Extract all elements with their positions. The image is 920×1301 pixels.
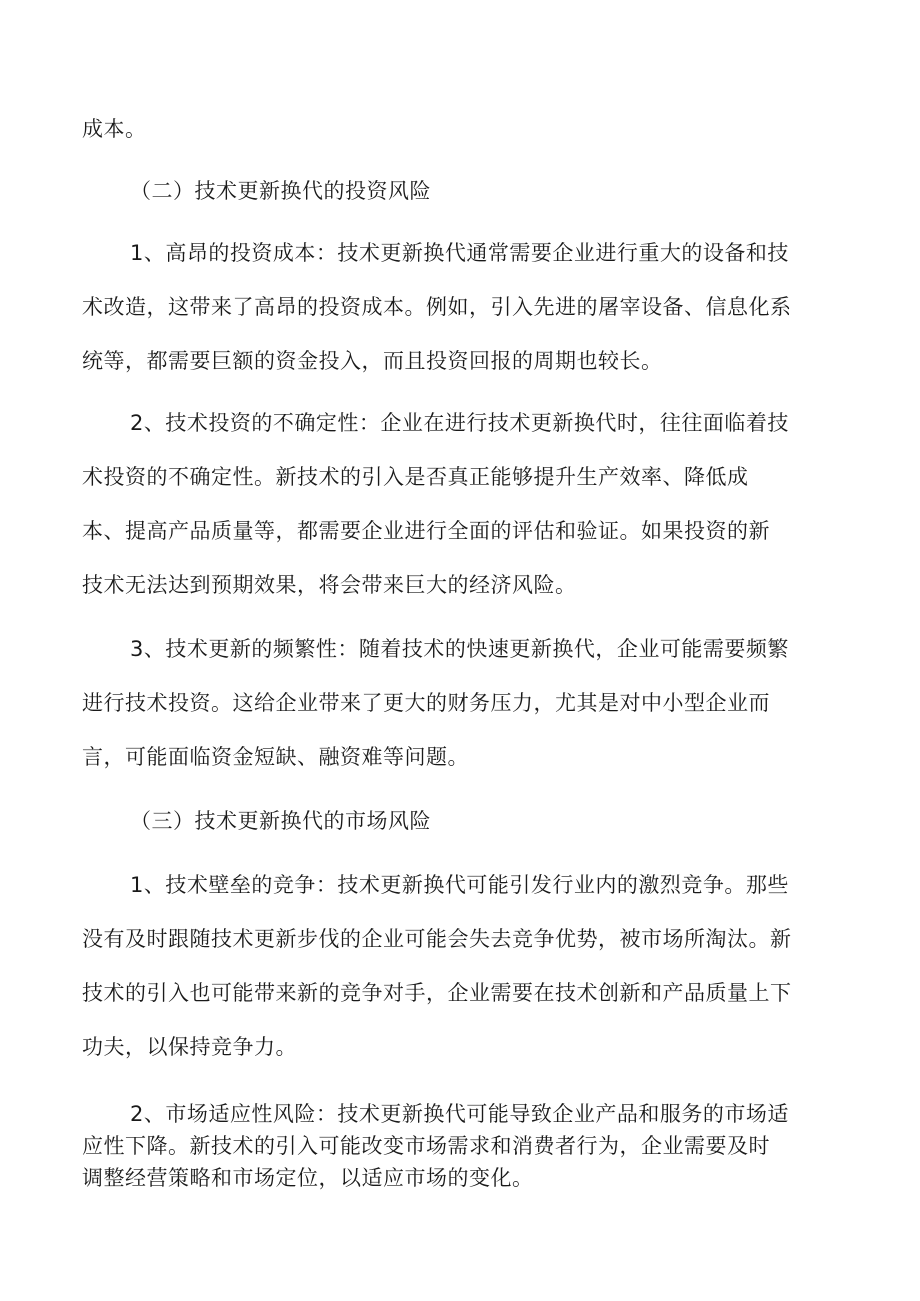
paragraph-line: 调整经营策略和市场定位，以适应市场的变化。	[82, 1166, 534, 1190]
paragraph-line: 技术无法达到预期效果，将会带来巨大的经济风险。	[82, 573, 577, 597]
paragraph-line: 技术的引入也可能带来新的竞争对手，企业需要在技术创新和产品质量上下	[82, 981, 792, 1005]
paragraph-line: 功夫，以保持竞争力。	[82, 1035, 297, 1059]
paragraph-line: 2、技术投资的不确定性：企业在进行技术更新换代时，往往面临着技	[130, 411, 789, 435]
paragraph-line: 进行技术投资。这给企业带来了更大的财务压力，尤其是对中小型企业而	[82, 691, 770, 715]
paragraph-line: 统等，都需要巨额的资金投入，而且投资回报的周期也较长。	[82, 349, 663, 373]
section-heading-market-risk: （三）技术更新换代的市场风险	[130, 809, 431, 833]
paragraph-line: 3、技术更新的频繁性：随着技术的快速更新换代，企业可能需要频繁	[130, 637, 789, 661]
paragraph-line: 2、市场适应性风险：技术更新换代可能导致企业产品和服务的市场适	[130, 1102, 789, 1126]
paragraph-line: 成本。	[82, 117, 147, 141]
paragraph-line: 应性下降。新技术的引入可能改变市场需求和消费者行为，企业需要及时	[82, 1134, 770, 1158]
paragraph-line: 本、提高产品质量等，都需要企业进行全面的评估和验证。如果投资的新	[82, 519, 770, 543]
paragraph-line: 言，可能面临资金短缺、融资难等问题。	[82, 745, 469, 769]
paragraph-line: 术改造，这带来了高昂的投资成本。例如，引入先进的屠宰设备、信息化系	[82, 295, 792, 319]
paragraph-line: 1、高昂的投资成本：技术更新换代通常需要企业进行重大的设备和技	[130, 241, 789, 265]
paragraph-line: 没有及时跟随技术更新步伐的企业可能会失去竞争优势，被市场所淘汰。新	[82, 927, 792, 951]
paragraph-line: 术投资的不确定性。新技术的引入是否真正能够提升生产效率、降低成	[82, 465, 749, 489]
paragraph-line: 1、技术壁垒的竞争：技术更新换代可能引发行业内的激烈竞争。那些	[130, 873, 789, 897]
section-heading-investment-risk: （二）技术更新换代的投资风险	[130, 179, 431, 203]
